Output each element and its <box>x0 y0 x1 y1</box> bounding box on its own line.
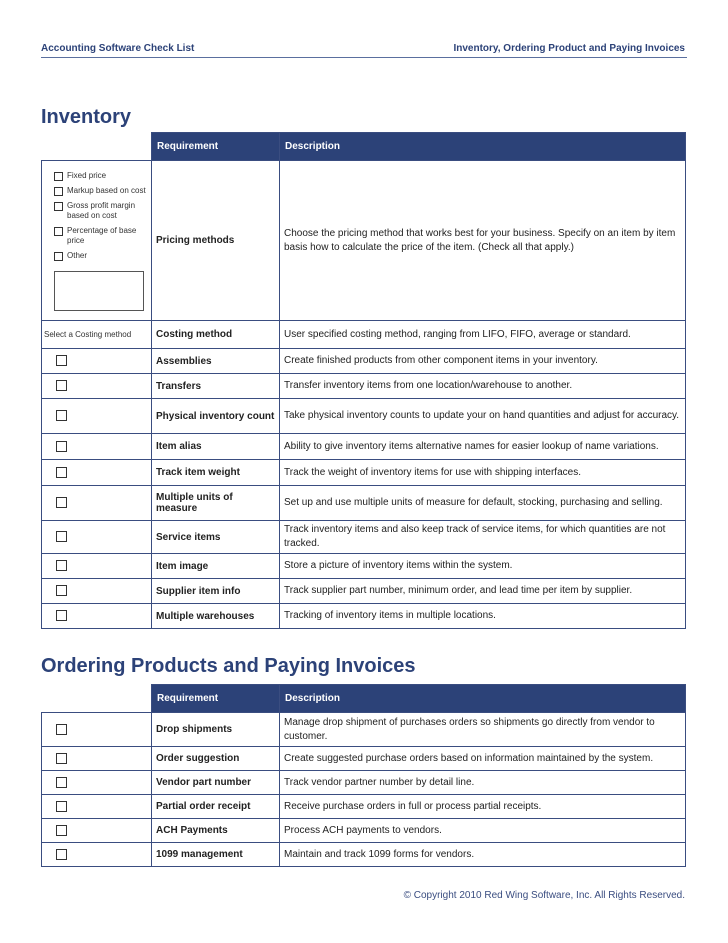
checkbox-cell <box>42 771 152 795</box>
checkbox-cell <box>42 434 152 460</box>
column-header-description: Description <box>280 685 686 713</box>
requirement-cell: Service items <box>152 521 280 554</box>
description-cell: Tracking of inventory items in multiple locations. <box>280 604 686 629</box>
checkbox-cell <box>42 579 152 604</box>
checkbox-icon[interactable] <box>56 724 67 735</box>
table-row <box>42 713 686 747</box>
description-cell: Create suggested purchase orders based on information maintained by the system. <box>280 747 686 771</box>
requirement-cell: Multiple units of measure <box>152 486 280 521</box>
column-header-requirement: Requirement <box>152 133 280 161</box>
requirement-cell: Pricing methods <box>152 161 280 321</box>
description-cell: Transfer inventory items from one location/warehouse to another. <box>280 374 686 399</box>
checkbox-cell <box>42 374 152 399</box>
requirement-cell: Order suggestion <box>152 747 280 771</box>
checkbox-icon[interactable] <box>56 610 67 621</box>
checkbox-icon[interactable] <box>56 467 67 478</box>
description-cell: Take physical inventory counts to update your on hand quantities and adjust for accuracy. <box>280 399 686 434</box>
header-subtitle: Inventory, Ordering Product and Paying Invoices <box>453 43 685 54</box>
table-row <box>42 521 686 554</box>
table-row <box>42 579 686 604</box>
checkbox-icon[interactable] <box>54 202 63 211</box>
requirement-cell: Item alias <box>152 434 280 460</box>
table-row <box>42 604 686 629</box>
description-cell: Track vendor partner number by detail line. <box>280 771 686 795</box>
copyright-footer: © Copyright 2010 Red Wing Software, Inc. All Rights Reserved. <box>403 890 685 901</box>
description-cell: Receive purchase orders in full or process partial receipts. <box>280 795 686 819</box>
checkbox-icon[interactable] <box>56 380 67 391</box>
table-row <box>42 460 686 486</box>
requirement-cell: ACH Payments <box>152 819 280 843</box>
checkbox-icon[interactable] <box>56 825 67 836</box>
table-row <box>42 399 686 434</box>
description-cell: Set up and use multiple units of measure for default, stocking, purchasing and selling. <box>280 486 686 521</box>
checkbox-cell <box>42 399 152 434</box>
inventory-section-title: Inventory <box>41 106 132 128</box>
table-row <box>42 795 686 819</box>
checkbox-icon[interactable] <box>54 252 63 261</box>
checkbox-cell <box>42 713 152 747</box>
description-cell: Store a picture of inventory items within the system. <box>280 554 686 579</box>
requirement-cell: Drop shipments <box>152 713 280 747</box>
table-row <box>42 843 686 867</box>
requirement-cell: 1099 management <box>152 843 280 867</box>
column-header-description: Description <box>280 133 686 161</box>
costing-method-select[interactable]: Select a Costing method <box>42 321 152 349</box>
checkbox-icon[interactable] <box>54 172 63 181</box>
ordering-section-title: Ordering Products and Paying Invoices <box>41 655 416 677</box>
checkbox-cell <box>42 795 152 819</box>
requirement-cell: Assemblies <box>152 349 280 374</box>
table-row <box>42 554 686 579</box>
description-cell: User specified costing method, ranging from LIFO, FIFO, average or standard. <box>280 321 686 349</box>
checkbox-icon[interactable] <box>56 355 67 366</box>
header-blank-cell <box>42 133 152 161</box>
description-cell: Track inventory items and also keep track of service items, for which quantities are not tracked. <box>280 521 686 554</box>
header-title: Accounting Software Check List <box>41 43 195 54</box>
description-cell: Create finished products from other component items in your inventory. <box>280 349 686 374</box>
checkbox-cell <box>42 460 152 486</box>
header-blank-cell <box>42 685 152 713</box>
checkbox-icon[interactable] <box>54 187 63 196</box>
checkbox-icon[interactable] <box>56 441 67 452</box>
description-cell: Maintain and track 1099 forms for vendors. <box>280 843 686 867</box>
table-row <box>42 819 686 843</box>
pricing-options-cell <box>42 161 152 321</box>
option-label: Percentage of base price <box>67 226 137 245</box>
checkbox-cell <box>42 486 152 521</box>
ordering-table <box>41 684 686 867</box>
requirement-cell: Track item weight <box>152 460 280 486</box>
option-label: Gross profit margin based on cost <box>67 201 136 220</box>
checkbox-cell <box>42 604 152 629</box>
costing-row <box>42 321 686 349</box>
checkbox-icon[interactable] <box>56 585 67 596</box>
description-cell: Ability to give inventory items alternative names for easier lookup of name variations. <box>280 434 686 460</box>
description-cell: Choose the pricing method that works best for your business. Specify on an item by item basis how to calculate the price of the item. (Check all that apply.) <box>280 161 686 321</box>
description-cell: Manage drop shipment of purchases orders so shipments go directly from vendor to customer. <box>280 713 686 747</box>
checkbox-cell <box>42 554 152 579</box>
checkbox-icon[interactable] <box>56 801 67 812</box>
table-row <box>42 771 686 795</box>
pricing-option[interactable] <box>54 186 151 196</box>
requirement-cell: Multiple warehouses <box>152 604 280 629</box>
table-row <box>42 374 686 399</box>
checkbox-icon[interactable] <box>56 531 67 542</box>
table-row <box>42 349 686 374</box>
description-cell: Track supplier part number, minimum order, and lead time per item by supplier. <box>280 579 686 604</box>
requirement-cell: Partial order receipt <box>152 795 280 819</box>
checkbox-cell <box>42 819 152 843</box>
requirement-cell: Physical inventory count <box>152 399 280 434</box>
header-divider <box>41 57 687 58</box>
checkbox-cell <box>42 349 152 374</box>
option-label: Other <box>67 251 88 260</box>
requirement-cell: Transfers <box>152 374 280 399</box>
description-cell: Track the weight of inventory items for use with shipping interfaces. <box>280 460 686 486</box>
checkbox-cell <box>42 747 152 771</box>
pricing-option[interactable] <box>54 171 151 181</box>
table-row <box>42 434 686 460</box>
checkbox-icon[interactable] <box>56 410 67 421</box>
description-cell: Process ACH payments to vendors. <box>280 819 686 843</box>
pricing-option[interactable] <box>54 226 151 246</box>
checkbox-icon[interactable] <box>56 753 67 764</box>
requirement-cell: Supplier item info <box>152 579 280 604</box>
checkbox-icon[interactable] <box>56 849 67 860</box>
inventory-table <box>41 132 686 629</box>
requirement-cell: Vendor part number <box>152 771 280 795</box>
checkbox-icon[interactable] <box>56 777 67 788</box>
table-header-row <box>42 133 686 161</box>
table-row <box>42 486 686 521</box>
requirement-cell: Costing method <box>152 321 280 349</box>
checkbox-cell <box>42 521 152 554</box>
table-header-row <box>42 685 686 713</box>
checkbox-cell <box>42 843 152 867</box>
pricing-option[interactable] <box>54 251 151 261</box>
pricing-row <box>42 161 686 321</box>
checkbox-icon[interactable] <box>56 497 67 508</box>
checkbox-icon[interactable] <box>56 560 67 571</box>
option-label: Fixed price <box>67 171 107 180</box>
other-text-field[interactable] <box>54 271 144 311</box>
column-header-requirement: Requirement <box>152 685 280 713</box>
option-label: Markup based on cost <box>67 186 146 195</box>
checkbox-icon[interactable] <box>54 227 63 236</box>
pricing-option[interactable] <box>54 201 151 221</box>
table-row <box>42 747 686 771</box>
requirement-cell: Item image <box>152 554 280 579</box>
